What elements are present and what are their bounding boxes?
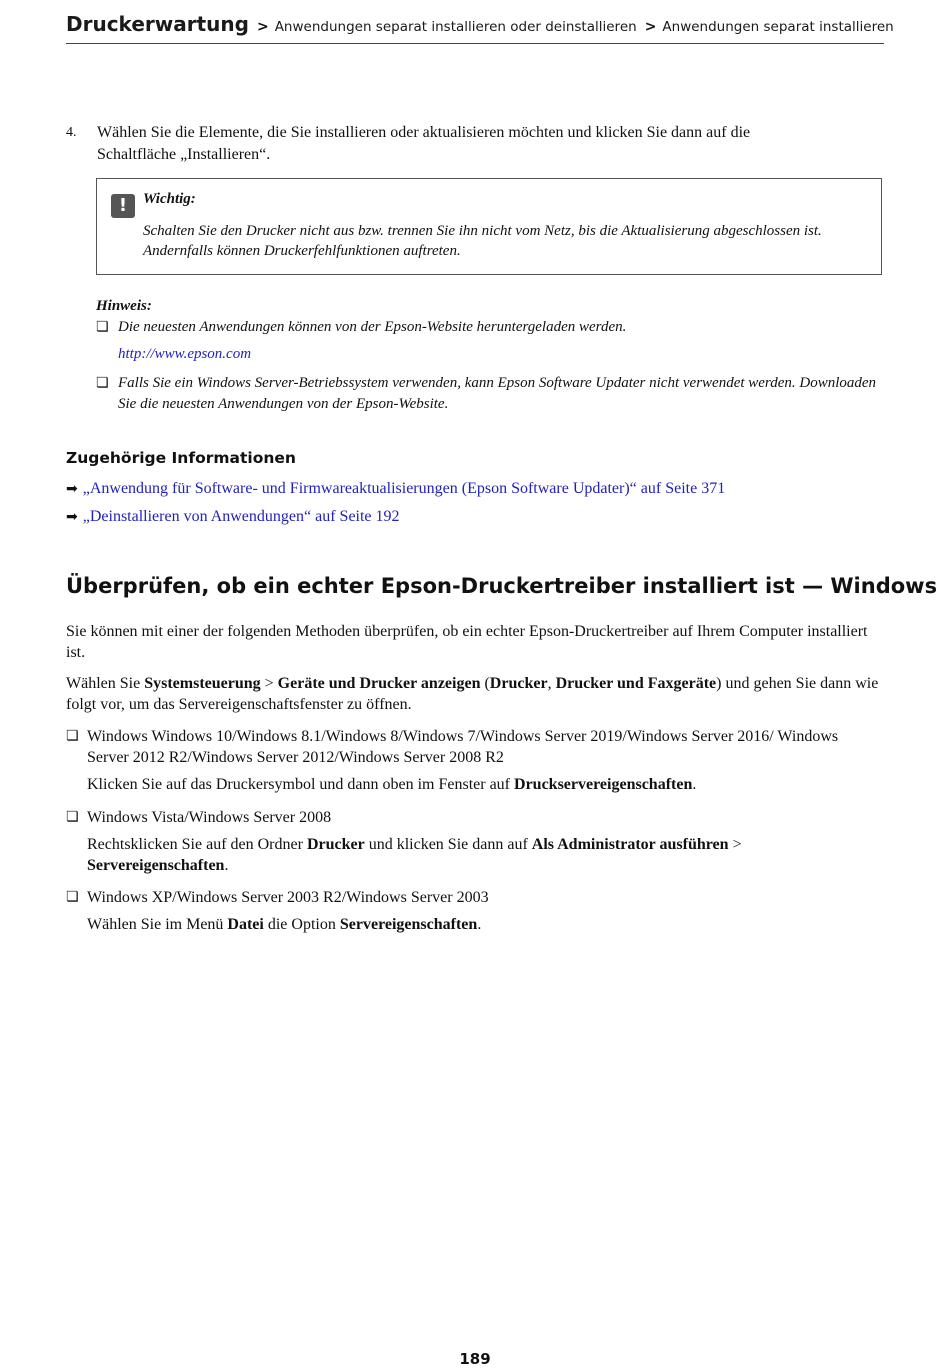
control-panel-term: Systemsteuerung [144, 675, 261, 692]
text-run: . [692, 776, 697, 793]
checkbox-bullet-icon: ❏ [96, 375, 109, 391]
server-properties-term: Servereigenschaften [87, 857, 225, 874]
step-4 [66, 122, 884, 166]
text-run: ( [480, 675, 490, 692]
chapter-title: Druckerwartung [66, 12, 249, 36]
text-run: , [547, 675, 556, 692]
arrow-right-icon: ➡ [66, 481, 78, 497]
note-label: Hinweis: [96, 298, 152, 314]
checkbox-bullet-icon: ❏ [66, 728, 79, 744]
related-link-item [66, 480, 725, 498]
printers-folder-term: Drucker [306, 836, 365, 853]
printers-and-faxes-term: Drucker und Faxgeräte [555, 675, 717, 692]
note-item [96, 317, 882, 365]
breadcrumb-item-install[interactable]: Anwendungen separat installieren [662, 19, 894, 35]
list-item-instruction [87, 774, 877, 795]
text-run: Klicken Sie auf das Druckersymbol und dann oben im Fenster auf [87, 776, 515, 793]
step-number: 4. [66, 125, 77, 140]
checkbox-bullet-icon: ❏ [96, 319, 109, 335]
devices-and-printers-term: Geräte und Drucker anzeigen [277, 675, 481, 692]
important-label: Wichtig: [143, 191, 196, 207]
printers-term: Drucker [489, 675, 548, 692]
text-run: und klicken Sie dann auf [364, 836, 532, 853]
related-link-item [66, 508, 400, 526]
text-run: Wählen Sie im Menü [87, 916, 228, 933]
related-info-heading: Zugehörige Informationen [66, 449, 296, 467]
os-versions: Windows XP/Windows Server 2003 R2/Windows Server 2003 [87, 889, 489, 906]
note-item-text: Die neuesten Anwendungen können von der Epson-Website heruntergeladen werden. [118, 319, 627, 335]
breadcrumb [66, 12, 894, 44]
print-server-properties-term: Druckservereigenschaften [514, 776, 693, 793]
text-run: Wählen Sie [66, 675, 145, 692]
step-text: Wählen Sie die Elemente, die Sie installieren oder aktualisieren möchten und klicken Sie dann auf die Schaltfläche „Installieren“. [97, 124, 751, 163]
text-run: > [260, 675, 278, 692]
run-as-admin-term: Als Administrator ausführen [531, 836, 729, 853]
checkbox-bullet-icon: ❏ [66, 889, 79, 905]
list-item-instruction [87, 914, 877, 935]
section-intro: Sie können mit einer der folgenden Methoden überprüfen, ob ein echter Epson-Druckertreiber auf Ihrem Computer installiert ist. [66, 623, 868, 661]
breadcrumb-item-uninstall[interactable]: Anwendungen separat installieren oder deinstallieren [274, 19, 637, 35]
section-title: Überprüfen, ob ein echter Epson-Druckertreiber installiert ist — Windows [66, 574, 938, 598]
server-properties-term: Servereigenschaften [339, 916, 478, 933]
important-text: Schalten Sie den Drucker nicht aus bzw. trennen Sie ihn nicht vom Netz, bis die Aktualisierung abgeschlossen ist. Andernfalls können Druckerfehlfunktionen auftreten. [143, 223, 822, 259]
arrow-right-icon: ➡ [66, 509, 78, 525]
checkbox-bullet-icon: ❏ [66, 809, 79, 825]
os-versions: Windows Vista/Windows Server 2008 [87, 809, 332, 826]
list-item-windows-xp [66, 887, 884, 935]
list-item-windows-10 [66, 726, 884, 795]
page-number: 189 [459, 1350, 491, 1368]
epson-website-link[interactable]: http://www.epson.com [118, 346, 252, 362]
text-run: Rechtsklicken Sie auf den Ordner [87, 836, 307, 853]
text-run: . [224, 857, 229, 874]
note-block [96, 296, 882, 415]
text-run: > [728, 836, 742, 853]
text-run: . [477, 916, 482, 933]
os-versions: Windows Windows 10/Windows 8.1/Windows 8/Windows 7/Windows Server 2019/Windows Server 2016/ Windows Server 2012 R2/Windows Server 2012/Windows Server 2008 R2 [87, 728, 839, 766]
note-item-text: Falls Sie ein Windows Server-Betriebssystem verwenden, kann Epson Software Updater nicht verwendet werden. Downloaden Sie die neuesten Anwendungen von der Epson-Website. [118, 375, 877, 412]
breadcrumb-separator: > [256, 19, 269, 35]
text-run: ) und gehen Sie dann wie folgt vor, um das Servereigenschaftsfenster zu öffnen. [66, 675, 879, 713]
file-menu-term: Datei [227, 916, 264, 933]
related-link-uninstall[interactable]: „Deinstallieren von Anwendungen“ auf Seite 192 [82, 508, 400, 525]
list-item-instruction [87, 834, 877, 876]
important-icon: ! [111, 194, 135, 218]
breadcrumb-separator: > [644, 19, 657, 35]
text-run: die Option [263, 916, 340, 933]
related-link-software-updater[interactable]: „Anwendung für Software- und Firmwareaktualisierungen (Epson Software Updater)“ auf Seite 371 [82, 480, 726, 497]
section-instructions [66, 673, 884, 715]
list-item-windows-vista [66, 807, 884, 876]
important-box [96, 178, 882, 275]
note-item [96, 373, 882, 415]
